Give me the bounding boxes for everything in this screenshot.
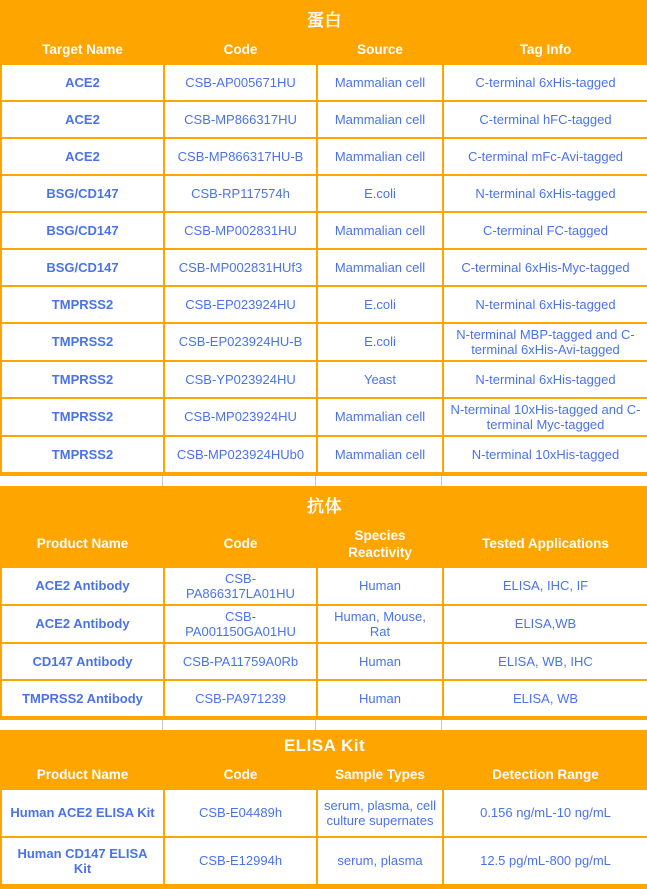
column-header: Tag Info [443, 37, 647, 64]
name-cell: ACE2 [1, 64, 164, 101]
table-cell: CSB-YP023924HU [164, 361, 317, 398]
table-cell: Mammalian cell [317, 138, 443, 175]
name-cell: BSG/CD147 [1, 249, 164, 286]
table-cell: C-terminal 6xHis-Myc-tagged [443, 249, 647, 286]
table-row [1, 436, 647, 474]
table-row [1, 212, 647, 249]
column-header: Product Name [1, 523, 164, 567]
table-row [1, 567, 647, 605]
table-cell: CSB-MP866317HU-B [164, 138, 317, 175]
name-cell: ACE2 Antibody [1, 605, 164, 643]
table-cell: CSB-RP117574h [164, 175, 317, 212]
name-cell: TMPRSS2 [1, 436, 164, 474]
table-cell: CSB-MP002831HU [164, 212, 317, 249]
gap-divider-line [162, 720, 163, 730]
table-row [1, 101, 647, 138]
table-row [1, 64, 647, 101]
table-cell: ELISA,WB [443, 605, 647, 643]
table-cell: Yeast [317, 361, 443, 398]
name-cell: BSG/CD147 [1, 212, 164, 249]
table-gap [0, 476, 647, 486]
table-cell: 0.156 ng/mL-10 ng/mL [443, 789, 647, 837]
table-cell: Human [317, 567, 443, 605]
name-cell: ACE2 [1, 101, 164, 138]
gap-divider-line [315, 720, 316, 730]
table-cell: CSB-MP866317HU [164, 101, 317, 138]
table-cell: serum, plasma [317, 837, 443, 887]
column-header: Source [317, 37, 443, 64]
table-row [1, 643, 647, 680]
table-cell: Mammalian cell [317, 212, 443, 249]
table-cell: E.coli [317, 175, 443, 212]
table-cell: Mammalian cell [317, 249, 443, 286]
table-cell: Human [317, 680, 443, 718]
table-cell: N-terminal 6xHis-tagged [443, 361, 647, 398]
name-cell: TMPRSS2 [1, 398, 164, 436]
table-cell: CSB-PA001150GA01HU [164, 605, 317, 643]
name-cell: TMPRSS2 [1, 286, 164, 323]
section-title: 抗体 [1, 487, 647, 523]
table-row [1, 249, 647, 286]
table-cell: C-terminal hFC-tagged [443, 101, 647, 138]
table-row [1, 138, 647, 175]
gap-divider-line [315, 476, 316, 486]
table-row [1, 398, 647, 436]
column-header: Code [164, 37, 317, 64]
table-gap [0, 720, 647, 730]
name-cell: TMPRSS2 Antibody [1, 680, 164, 718]
table-cell: CSB-PA971239 [164, 680, 317, 718]
column-header: Code [164, 523, 317, 567]
section-title-row [1, 487, 647, 523]
table-cell: CSB-MP023924HUb0 [164, 436, 317, 474]
gap-divider-line [441, 720, 442, 730]
table-cell: C-terminal mFc-Avi-tagged [443, 138, 647, 175]
table-row [1, 605, 647, 643]
name-cell: Human CD147 ELISA Kit [1, 837, 164, 887]
table-cell: C-terminal 6xHis-tagged [443, 64, 647, 101]
table-cell: CSB-MP023924HU [164, 398, 317, 436]
table-cell: N-terminal 6xHis-tagged [443, 286, 647, 323]
table-cell: CSB-PA11759A0Rb [164, 643, 317, 680]
table-cell: N-terminal 10xHis-tagged and C-terminal Myc-tagged [443, 398, 647, 436]
table-cell: CSB-MP002831HUf3 [164, 249, 317, 286]
table-cell: CSB-E12994h [164, 837, 317, 887]
column-header: Target Name [1, 37, 164, 64]
column-header: Sample Types [317, 762, 443, 789]
elisa-kit-table [0, 730, 647, 889]
table-cell: serum, plasma, cell culture supernates [317, 789, 443, 837]
table-cell: N-terminal MBP-tagged and C-terminal 6xHis-Avi-tagged [443, 323, 647, 361]
antibody-table [0, 486, 647, 720]
table-cell: 12.5 pg/mL-800 pg/mL [443, 837, 647, 887]
table-row [1, 789, 647, 837]
table-cell: ELISA, WB [443, 680, 647, 718]
column-header: Product Name [1, 762, 164, 789]
table-cell: CSB-EP023924HU [164, 286, 317, 323]
table-header-row [1, 523, 647, 567]
table-cell: CSB-AP005671HU [164, 64, 317, 101]
gap-divider-line [162, 476, 163, 486]
table-header-row [1, 37, 647, 64]
table-cell: CSB-EP023924HU-B [164, 323, 317, 361]
table-row [1, 361, 647, 398]
table-cell: N-terminal 6xHis-tagged [443, 175, 647, 212]
gap-divider-line [441, 476, 442, 486]
table-row [1, 837, 647, 887]
column-header: Species Reactivity [317, 523, 443, 567]
name-cell: TMPRSS2 [1, 323, 164, 361]
table-cell: ELISA, WB, IHC [443, 643, 647, 680]
table-cell: E.coli [317, 286, 443, 323]
section-title-row [1, 1, 647, 37]
name-cell: ACE2 Antibody [1, 567, 164, 605]
table-row [1, 175, 647, 212]
section-title-row [1, 731, 647, 762]
name-cell: TMPRSS2 [1, 361, 164, 398]
table-cell: Mammalian cell [317, 398, 443, 436]
name-cell: BSG/CD147 [1, 175, 164, 212]
table-cell: N-terminal 10xHis-tagged [443, 436, 647, 474]
table-cell: CSB-PA866317LA01HU [164, 567, 317, 605]
table-row [1, 286, 647, 323]
section-title: ELISA Kit [1, 731, 647, 762]
table-cell: Mammalian cell [317, 64, 443, 101]
table-cell: Mammalian cell [317, 436, 443, 474]
name-cell: CD147 Antibody [1, 643, 164, 680]
table-cell: C-terminal FC-tagged [443, 212, 647, 249]
table-row [1, 323, 647, 361]
column-header: Code [164, 762, 317, 789]
table-cell: E.coli [317, 323, 443, 361]
table-cell: Mammalian cell [317, 101, 443, 138]
column-header: Detection Range [443, 762, 647, 789]
table-cell: ELISA, IHC, IF [443, 567, 647, 605]
table-cell: CSB-E04489h [164, 789, 317, 837]
table-row [1, 680, 647, 718]
table-cell: Human [317, 643, 443, 680]
name-cell: Human ACE2 ELISA Kit [1, 789, 164, 837]
name-cell: ACE2 [1, 138, 164, 175]
column-header: Tested Applications [443, 523, 647, 567]
section-title: 蛋白 [1, 1, 647, 37]
table-cell: Human, Mouse, Rat [317, 605, 443, 643]
